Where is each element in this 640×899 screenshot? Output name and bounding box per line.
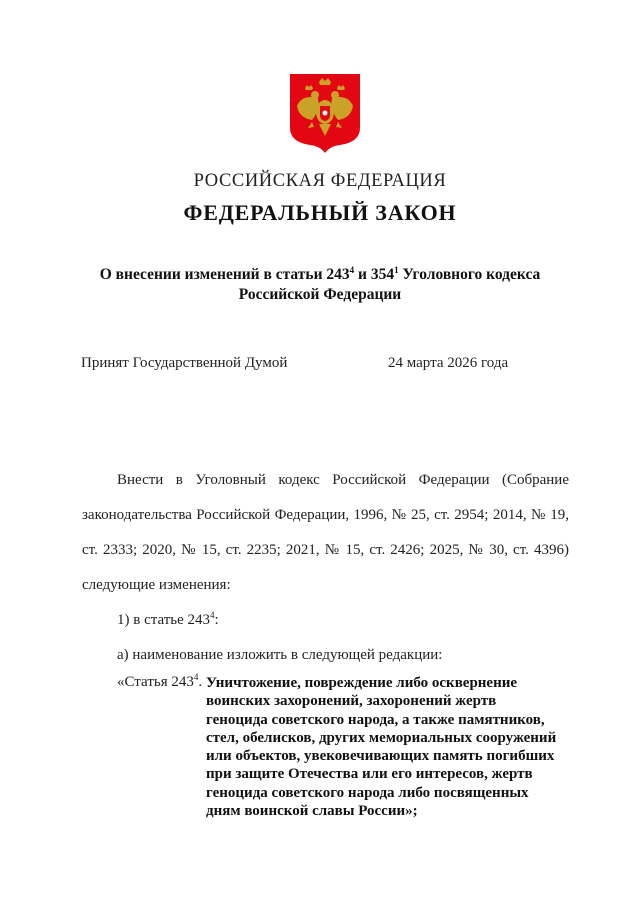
document-type: ФЕДЕРАЛЬНЫЙ ЗАКОН (183, 200, 457, 225)
article-heading-line: дням воинской славы России»; (206, 803, 418, 820)
article-heading-line: при защите Отечества или его интересов, жертв (206, 766, 533, 783)
title-line2: Российской Федерации (238, 286, 402, 303)
article-heading-line: стел, обелисков, других мемориальных сооружений (206, 729, 557, 746)
title-part2: и 354 (354, 266, 395, 283)
law-body (82, 463, 569, 673)
item-1-sup: 4 (210, 610, 215, 620)
coat-of-arms-icon (288, 72, 362, 154)
title-sup2: 1 (394, 265, 399, 275)
intro-paragraph: Внести в Уголовный кодекс Российской Федерации (Собрание законодательства Российской Федерации, 1996, № 25, ст. 2954; 2014, № 19, ст. 2333; 2020, № 15, ст. 2235; 2021, № 15, ст. 2426; 2025, № 30, ст. 4396) следующие изменения: (82, 472, 569, 593)
title-part3: Уголовного кодекса (398, 266, 541, 283)
country-name: РОССИЙСКАЯ ФЕДЕРАЦИЯ (193, 171, 447, 191)
article-sup: 4 (193, 672, 199, 682)
item-1-suffix: : (214, 612, 219, 628)
item-1 (82, 603, 569, 638)
article-heading-line: воинских захоронений, захоронений жертв (206, 693, 497, 710)
article-heading-line: Уничтожение, повреждение либо осквернение (206, 675, 518, 691)
article-heading (206, 674, 576, 820)
article-heading-line: геноцида советского народа, а также памятников, (206, 711, 545, 728)
adoption-date: 24 марта 2026 года (388, 355, 509, 371)
article-number (117, 674, 202, 691)
law-title (60, 265, 580, 305)
title-sup1: 4 (349, 265, 355, 275)
article-suffix: . (198, 674, 203, 690)
adopted-by: Принят Государственной Думой (81, 355, 288, 371)
article-heading-line: геноцида советского народа либо посвященных (206, 784, 529, 801)
title-part1: О внесении изменений в статьи 243 (99, 266, 350, 283)
article-heading-line: или объектов, увековечивающих память погибших (206, 748, 555, 765)
article-prefix: «Статья 243 (117, 674, 194, 690)
item-a: а) наименование изложить в следующей редакции: (117, 647, 443, 663)
item-1-text: 1) в статье 243 (117, 612, 211, 628)
